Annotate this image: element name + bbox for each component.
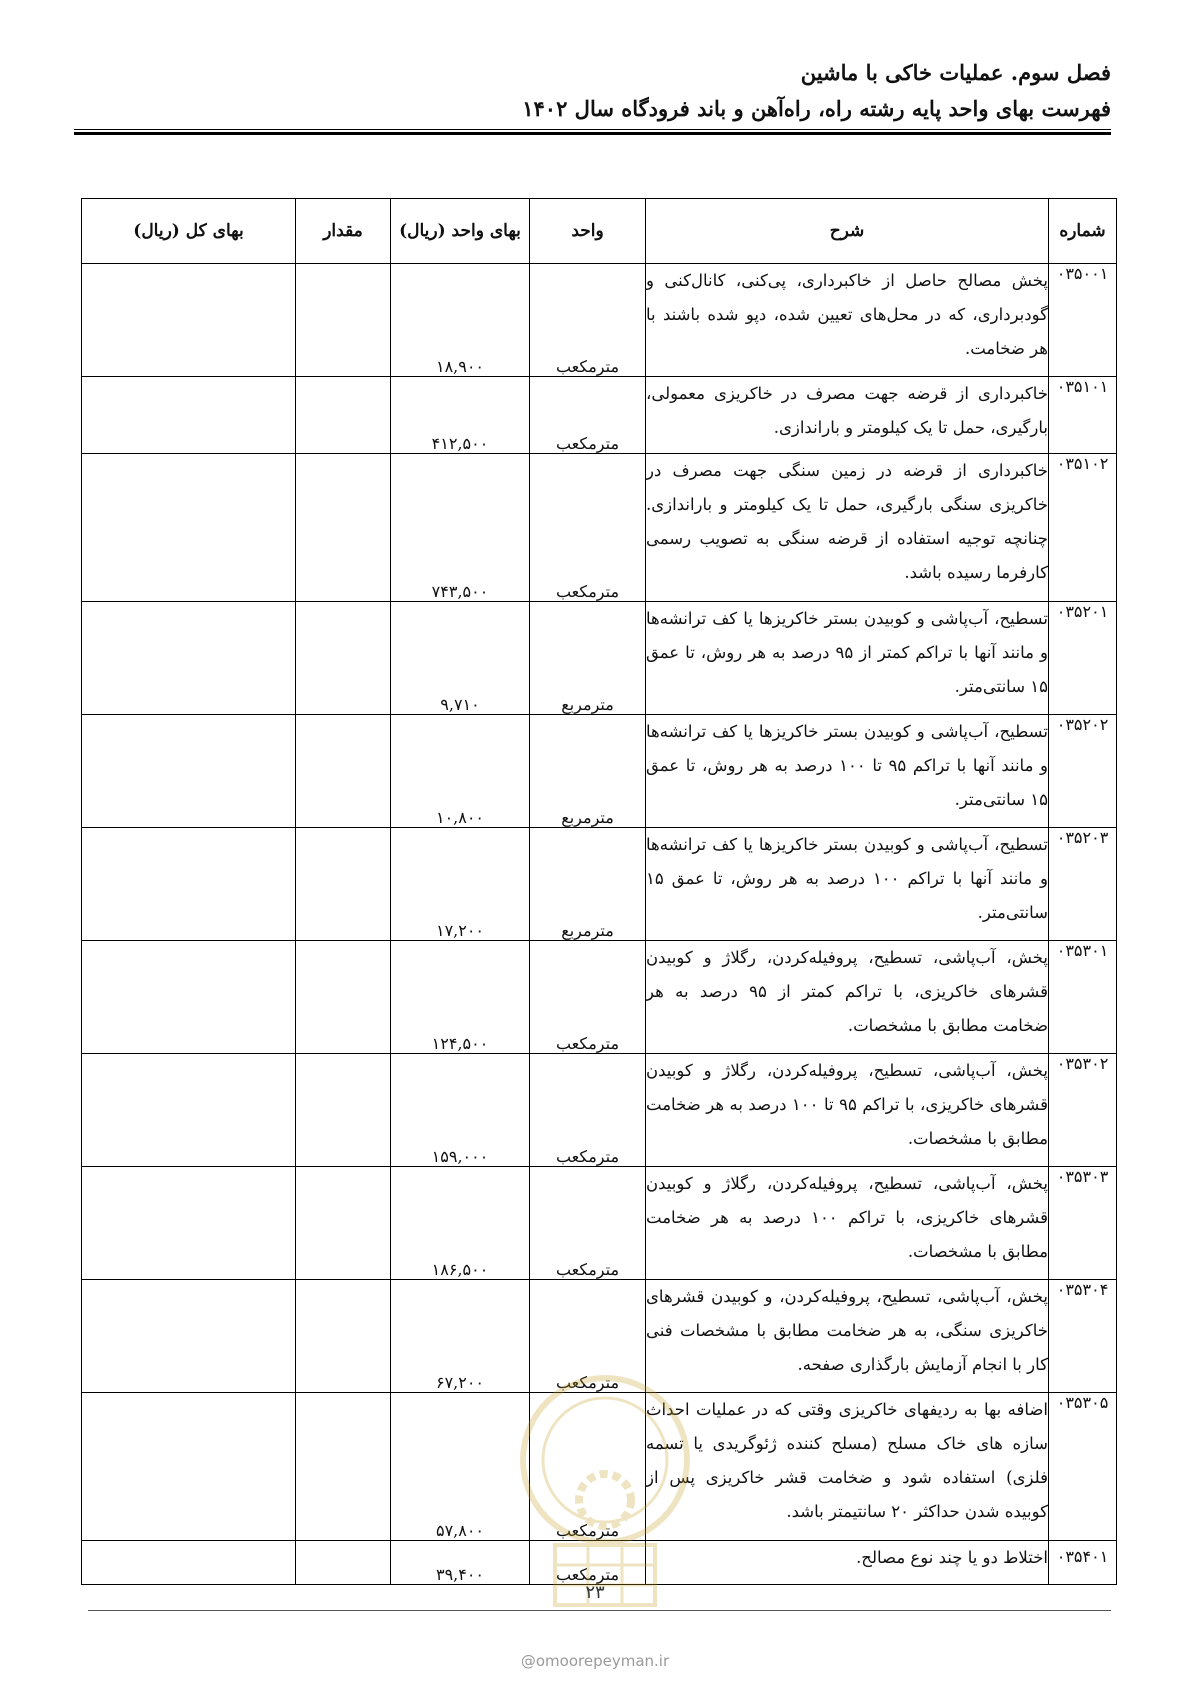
item-description: خاکبرداری از قرضه در زمین سنگی جهت مصرف در خاکریزی سنگی بارگیری، حمل تا یک کیلومتر و باراندازی. چنانچه توجیه استفاده از قرضه سنگی به تصویب رسمی کارفرما رسیده باشد. <box>646 454 1049 602</box>
item-total-price[interactable] <box>82 1167 296 1280</box>
item-unit: مترمکعب <box>530 1541 646 1585</box>
item-quantity[interactable] <box>296 828 391 941</box>
item-unit: مترمربع <box>530 602 646 715</box>
table-row <box>82 1167 1117 1280</box>
item-code: ۰۳۵۳۰۱ <box>1049 941 1117 1054</box>
item-code: ۰۳۵۱۰۲ <box>1049 454 1117 602</box>
item-unit-price: ۹,۷۱۰ <box>391 602 530 715</box>
item-quantity[interactable] <box>296 715 391 828</box>
item-total-price[interactable] <box>82 828 296 941</box>
item-unit: مترمکعب <box>530 1280 646 1393</box>
table-row <box>82 264 1117 377</box>
page-header <box>74 58 1111 124</box>
item-unit-price: ۱۷,۲۰۰ <box>391 828 530 941</box>
table-row <box>82 941 1117 1054</box>
table-row <box>82 1054 1117 1167</box>
item-code: ۰۳۵۰۰۱ <box>1049 264 1117 377</box>
item-total-price[interactable] <box>82 1054 296 1167</box>
item-unit-price: ۵۷,۸۰۰ <box>391 1393 530 1541</box>
table-header-row <box>82 199 1117 264</box>
item-unit: مترمکعب <box>530 377 646 454</box>
header-quantity: مقدار <box>296 199 391 264</box>
item-description: پخش، آب‌پاشی، تسطیح، پروفیله‌کردن، رگلاژ و کوبیدن قشرهای خاکریزی، با تراکم ۹۵ تا ۱۰۰ درصد به هر ضخامت مطابق با مشخصات. <box>646 1054 1049 1167</box>
price-list-table <box>81 198 1117 1585</box>
table-row <box>82 715 1117 828</box>
item-unit: مترمکعب <box>530 1167 646 1280</box>
item-unit-price: ۱۸,۹۰۰ <box>391 264 530 377</box>
item-unit-price: ۱۸۶,۵۰۰ <box>391 1167 530 1280</box>
table-row <box>82 377 1117 454</box>
item-quantity[interactable] <box>296 454 391 602</box>
table-row <box>82 454 1117 602</box>
item-total-price[interactable] <box>82 1393 296 1541</box>
item-description: اضافه بها به ردیفهای خاکریزی وقتی که در عملیات احداث سازه های خاک مسلح (مسلح کننده ژئوگریدی یا تسمه فلزی) استفاده شود و ضخامت قشر خاکریزی پس از کوبیده شدن حداکثر ۲۰ سانتیمتر باشد. <box>646 1393 1049 1541</box>
item-description: تسطیح، آب‌پاشی و کوبیدن بستر خاکریزها یا کف ترانشه‌ها و مانند آنها با تراکم کمتر از ۹۵ درصد به هر روش، تا عمق ۱۵ سانتی‌متر. <box>646 602 1049 715</box>
header-description: شرح <box>646 199 1049 264</box>
item-description: پخش، آب‌پاشی، تسطیح، پروفیله‌کردن، رگلاژ و کوبیدن قشرهای خاکریزی، با تراکم کمتر از ۹۵ درصد به هر ضخامت مطابق با مشخصات. <box>646 941 1049 1054</box>
item-description: اختلاط دو یا چند نوع مصالح. <box>646 1541 1049 1585</box>
item-code: ۰۳۵۳۰۵ <box>1049 1393 1117 1541</box>
item-quantity[interactable] <box>296 1393 391 1541</box>
item-unit: مترمکعب <box>530 1393 646 1541</box>
item-code: ۰۳۵۲۰۳ <box>1049 828 1117 941</box>
item-unit: مترمربع <box>530 828 646 941</box>
header-code: شماره <box>1049 199 1117 264</box>
item-unit-price: ۱۰,۸۰۰ <box>391 715 530 828</box>
document-subtitle: فهرست بهای واحد پایه رشته راه، راه‌آهن و باند فرودگاه سال ۱۴۰۲ <box>522 96 1111 121</box>
item-quantity[interactable] <box>296 941 391 1054</box>
item-description: تسطیح، آب‌پاشی و کوبیدن بستر خاکریزها یا کف ترانشه‌ها و مانند آنها با تراکم ۹۵ تا ۱۰۰ درصد به هر روش، تا عمق ۱۵ سانتی‌متر. <box>646 715 1049 828</box>
item-total-price[interactable] <box>82 454 296 602</box>
item-total-price[interactable] <box>82 1541 296 1585</box>
item-code: ۰۳۵۲۰۲ <box>1049 715 1117 828</box>
item-unit-price: ۶۷,۲۰۰ <box>391 1280 530 1393</box>
item-code: ۰۳۵۴۰۱ <box>1049 1541 1117 1585</box>
item-quantity[interactable] <box>296 1167 391 1280</box>
item-description: پخش، آب‌پاشی، تسطیح، پروفیله‌کردن، رگلاژ و کوبیدن قشرهای خاکریزی، با تراکم ۱۰۰ درصد به هر ضخامت مطابق با مشخصات. <box>646 1167 1049 1280</box>
header-rule-thick <box>74 132 1111 135</box>
item-description: پخش مصالح حاصل از خاکبرداری، پی‌کنی، کانال‌کنی و گودبرداری، که در محل‌های تعیین شده، دپو شده باشند با هر ضخامت. <box>646 264 1049 377</box>
item-quantity[interactable] <box>296 1541 391 1585</box>
item-total-price[interactable] <box>82 377 296 454</box>
item-code: ۰۳۵۳۰۳ <box>1049 1167 1117 1280</box>
item-total-price[interactable] <box>82 715 296 828</box>
table-row <box>82 602 1117 715</box>
table-row <box>82 828 1117 941</box>
item-quantity[interactable] <box>296 1280 391 1393</box>
item-unit: مترمکعب <box>530 454 646 602</box>
item-total-price[interactable] <box>82 941 296 1054</box>
item-quantity[interactable] <box>296 602 391 715</box>
item-unit-price: ۱۵۹,۰۰۰ <box>391 1054 530 1167</box>
item-code: ۰۳۵۲۰۱ <box>1049 602 1117 715</box>
item-unit: مترمکعب <box>530 264 646 377</box>
item-unit: مترمکعب <box>530 941 646 1054</box>
table-row <box>82 1393 1117 1541</box>
item-total-price[interactable] <box>82 602 296 715</box>
item-unit-price: ۱۲۴,۵۰۰ <box>391 941 530 1054</box>
item-code: ۰۳۵۳۰۲ <box>1049 1054 1117 1167</box>
item-quantity[interactable] <box>296 264 391 377</box>
item-unit-price: ۴۱۲,۵۰۰ <box>391 377 530 454</box>
item-description: پخش، آب‌پاشی، تسطیح، پروفیله‌کردن، و کوبیدن قشرهای خاکریزی سنگی، به هر ضخامت مطابق با مشخصات فنی کار با انجام آزمایش بارگذاری صفحه. <box>646 1280 1049 1393</box>
item-unit-price: ۷۴۳,۵۰۰ <box>391 454 530 602</box>
item-unit: مترمربع <box>530 715 646 828</box>
item-unit-price: ۳۹,۴۰۰ <box>391 1541 530 1585</box>
item-total-price[interactable] <box>82 264 296 377</box>
page-number: ۲۳ <box>585 1582 605 1603</box>
item-description: تسطیح، آب‌پاشی و کوبیدن بستر خاکریزها یا کف ترانشه‌ها و مانند آنها با تراکم ۱۰۰ درصد به هر روش، تا عمق ۱۵ سانتی‌متر. <box>646 828 1049 941</box>
table-row <box>82 1280 1117 1393</box>
item-unit: مترمکعب <box>530 1054 646 1167</box>
chapter-title: فصل سوم. عملیات خاکی با ماشین <box>800 60 1111 85</box>
item-quantity[interactable] <box>296 1054 391 1167</box>
website-watermark: @omoorepeyman.ir <box>520 1652 670 1670</box>
item-code: ۰۳۵۱۰۱ <box>1049 377 1117 454</box>
item-total-price[interactable] <box>82 1280 296 1393</box>
header-unit-price: بهای واحد (ریال) <box>391 199 530 264</box>
item-code: ۰۳۵۳۰۴ <box>1049 1280 1117 1393</box>
table-row <box>82 1541 1117 1585</box>
header-total-price: بهای کل (ریال) <box>82 199 296 264</box>
header-unit: واحد <box>530 199 646 264</box>
item-description: خاکبرداری از قرضه جهت مصرف در خاکریزی معمولی، بارگیری، حمل تا یک کیلومتر و باراندازی. <box>646 377 1049 454</box>
item-quantity[interactable] <box>296 377 391 454</box>
footer-rule <box>88 1610 1111 1611</box>
header-rule-thin <box>74 129 1111 130</box>
